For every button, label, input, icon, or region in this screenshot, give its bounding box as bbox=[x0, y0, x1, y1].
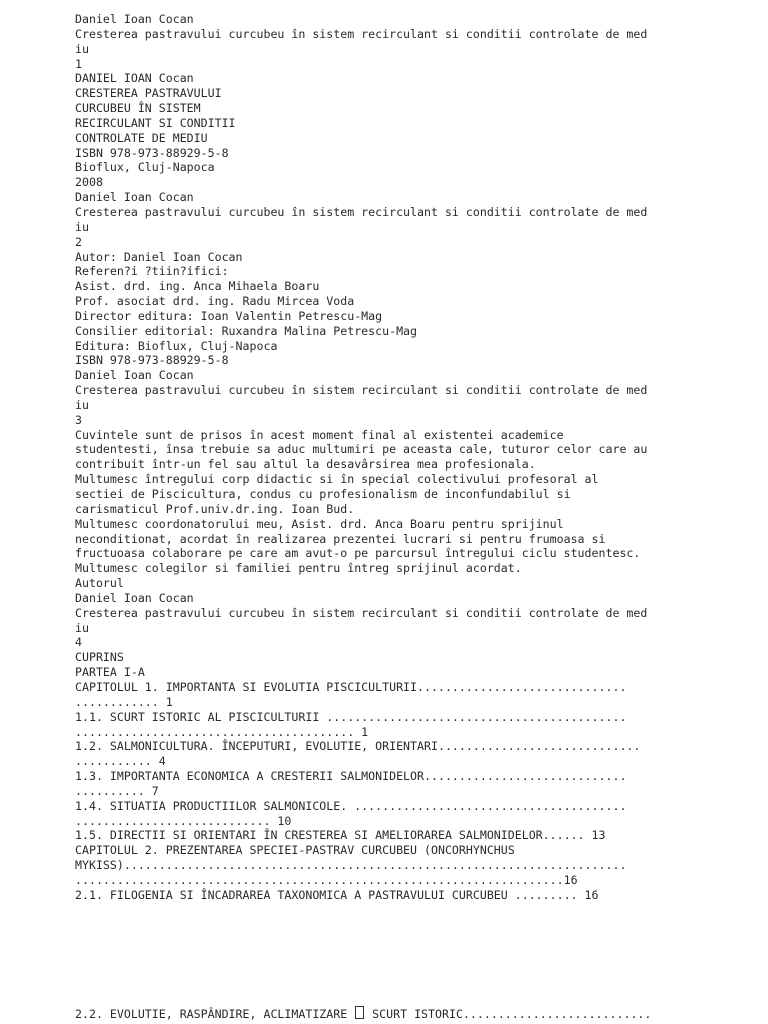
text-line: ISBN 978-973-88929-5-8 bbox=[75, 353, 229, 368]
text-line: 1.4. SITUATIA PRODUCTIILOR SALMONICOLE. ....................................... bbox=[75, 798, 627, 813]
text-line: ........................................ 1 bbox=[75, 724, 369, 739]
text-line: CAPITOLUL 1. IMPORTANTA SI EVOLUTIA PISCICULTURII.............................. bbox=[75, 679, 627, 694]
toc-entry-2-2-tail: SCURT ISTORIC........................... bbox=[365, 1007, 652, 1021]
text-line: .......... 7 bbox=[75, 783, 159, 798]
text-line: contribuit într-un fel sau altul la desavârsirea mea profesionala. bbox=[75, 457, 536, 472]
text-line: Prof. asociat drd. ing. Radu Mircea Voda bbox=[75, 294, 355, 309]
text-line: Multumesc colegilor si familiei pentru întreg sprijinul acordat. bbox=[75, 561, 522, 576]
text-line: Bioflux, Cluj-Napoca bbox=[75, 160, 215, 175]
text-line: 4 bbox=[75, 635, 82, 650]
text-line: neconditionat, acordat în realizarea prezentei lucrari si pentru frumoasa si bbox=[75, 531, 606, 546]
text-line: CUPRINS bbox=[75, 650, 124, 665]
text-line: Multumesc coordonatorului meu, Asist. drd. Anca Boaru pentru sprijinul bbox=[75, 516, 564, 531]
text-line: studentesti, însa trebuie sa aduc multumiri pe aceasta cale, tuturor celor care au bbox=[75, 442, 648, 457]
text-line: 2 bbox=[75, 234, 82, 249]
text-line: 1 bbox=[75, 56, 82, 71]
text-line: 2008 bbox=[75, 175, 103, 190]
text-line: Cresterea pastravului curcubeu în sistem recirculant si conditii controlate de med bbox=[75, 605, 648, 620]
text-line: ......................................................................16 bbox=[75, 872, 578, 887]
text-line: CAPITOLUL 2. PREZENTAREA SPECIEI-PASTRAV CURCUBEU (ONCORHYNCHUS bbox=[75, 843, 515, 858]
text-line: Autor: Daniel Ioan Cocan bbox=[75, 249, 243, 264]
text-line: iu bbox=[75, 397, 89, 412]
text-line: ........... 4 bbox=[75, 754, 166, 769]
text-line: 2.1. FILOGENIA SI ÎNCADRAREA TAXONOMICA A PASTRAVULUI CURCUBEU ......... 16 bbox=[75, 887, 599, 902]
text-line: Director editura: Ioan Valentin Petrescu-Mag bbox=[75, 308, 383, 323]
text-line: Daniel Ioan Cocan bbox=[75, 368, 194, 383]
text-line: 1.3. IMPORTANTA ECONOMICA A CRESTERII SALMONIDELOR............................. bbox=[75, 769, 627, 784]
text-line: Consilier editorial: Ruxandra Malina Petrescu-Mag bbox=[75, 323, 418, 338]
text-line: ............ 1 bbox=[75, 694, 173, 709]
text-line: fructuoasa colaborare pe care am avut-o pe parcursul întregului ciclu studentesc. bbox=[75, 546, 641, 561]
text-line: Cresterea pastravului curcubeu în sistem recirculant si conditii controlate de med bbox=[75, 26, 648, 41]
text-line: Autorul bbox=[75, 576, 124, 591]
text-line: CRESTEREA PASTRAVULUI bbox=[75, 86, 222, 101]
document-body bbox=[75, 12, 755, 903]
text-line: Cresterea pastravului curcubeu în sistem recirculant si conditii controlate de med bbox=[75, 383, 648, 398]
text-line: RECIRCULANT SI CONDITII bbox=[75, 115, 236, 130]
text-line: sectiei de Piscicultura, condus cu profesionalism de inconfundabilul si bbox=[75, 487, 571, 501]
text-line: Referen?i ?tiin?ifici: bbox=[75, 264, 229, 279]
text-line: 1.5. DIRECTII SI ORIENTARI ÎN CRESTEREA SI AMELIORAREA SALMONIDELOR...... 13 bbox=[75, 828, 606, 843]
text-line: ISBN 978-973-88929-5-8 bbox=[75, 145, 229, 160]
text-line: 3 bbox=[75, 412, 82, 427]
text-line: Cuvintele sunt de prisos în acest moment final al existentei academice bbox=[75, 427, 564, 442]
text-line: 1.2. SALMONICULTURA. ÎNCEPUTURI, EVOLUTIE, ORIENTARI............................. bbox=[75, 739, 641, 754]
text-line: Multumesc întregului corp didactic si în special colectivului profesoral al bbox=[75, 472, 599, 487]
text-line: Daniel Ioan Cocan bbox=[75, 190, 194, 205]
text-line: iu bbox=[75, 41, 89, 56]
missing-glyph-icon bbox=[355, 1006, 364, 1019]
text-line: iu bbox=[75, 620, 89, 635]
text-line: Cresterea pastravului curcubeu în sistem recirculant si conditii controlate de med bbox=[75, 204, 648, 219]
text-line: Daniel Ioan Cocan bbox=[75, 590, 194, 605]
text-line: iu bbox=[75, 219, 89, 234]
toc-entry-2-2 bbox=[75, 1006, 651, 1021]
text-line: Daniel Ioan Cocan bbox=[75, 12, 194, 26]
text-line: 1.1. SCURT ISTORIC AL PISCICULTURII ........................................... bbox=[75, 709, 627, 724]
text-line: MYKISS)........................................................................ bbox=[75, 858, 627, 873]
text-line: DANIEL IOAN Cocan bbox=[75, 71, 194, 86]
text-line: CURCUBEU ÎN SISTEM bbox=[75, 101, 201, 116]
text-line: ............................ 10 bbox=[75, 813, 292, 828]
text-line: Asist. drd. ing. Anca Mihaela Boaru bbox=[75, 279, 320, 294]
toc-entry-2-2-text: 2.2. EVOLUTIE, RASPÂNDIRE, ACLIMATIZARE bbox=[75, 1007, 355, 1021]
text-line: Editura: Bioflux, Cluj-Napoca bbox=[75, 338, 278, 353]
text-line: CONTROLATE DE MEDIU bbox=[75, 130, 208, 145]
text-line: carismaticul Prof.univ.dr.ing. Ioan Bud. bbox=[75, 501, 355, 516]
text-line: PARTEA I-A bbox=[75, 665, 145, 680]
